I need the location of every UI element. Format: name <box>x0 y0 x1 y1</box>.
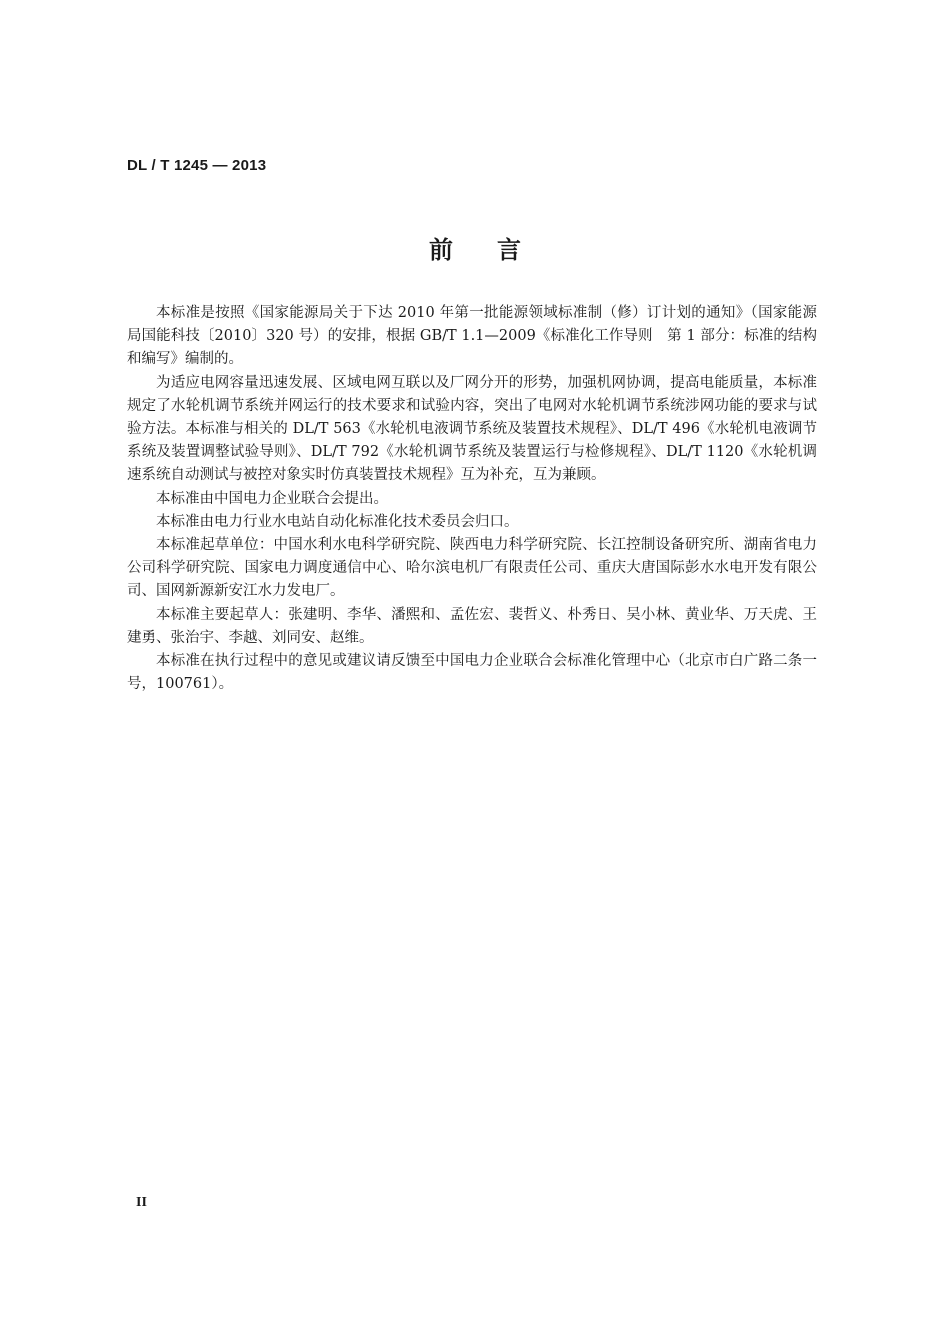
page-number: II <box>136 1195 147 1210</box>
paragraph-scope: 为适应电网容量迅速发展、区域电网互联以及厂网分开的形势，加强机网协调，提高电能质量，本标准规定了水轮机调节系统并网运行的技术要求和试验内容，突出了电网对水轮机调节系统涉网功能的要求与试验方法。本标准与相关的 DL/T 563《水轮机电液调节系统及装置技术规程》、DL/T 496《水轮机电液调节系统及装置调整试验导则》、DL/T 792《水轮机调节系统及装置运行与检修规程》、DL/T 1120《水轮机调速系统自动测试与被控对象实时仿真装置技术规程》互为补充，互为兼顾。 <box>127 374 817 484</box>
paragraph-committee: 本标准由电力行业水电站自动化标准化技术委员会归口。 <box>156 513 519 530</box>
paragraph-drafting-units: 本标准起草单位：中国水利水电科学研究院、陕西电力科学研究院、长江控制设备研究所、湖南省电力公司科学研究院、国家电力调度通信中心、哈尔滨电机厂有限责任公司、重庆大唐国际彭水水电开发有限公司、国网新源新安江水力发电厂。 <box>127 537 817 600</box>
page-title: 前言 <box>429 236 565 264</box>
paragraph-drafters: 本标准主要起草人：张建明、李华、潘熙和、孟佐宏、裴哲义、朴秀日、吴小林、黄业华、万天虎、王建勇、张治宇、李越、刘同安、赵维。 <box>127 606 817 646</box>
document-code: DL / T 1245 — 2013 <box>127 157 267 174</box>
paragraph-basis: 本标准是按照《国家能源局关于下达 2010 年第一批能源领域标准制（修）订计划的通知》（国家能源局国能科技〔2010〕320 号）的安排，根据 GB/T 1.1—2009《标准化工作导则 第 1 部分：标准的结构和编写》编制的。 <box>127 305 817 368</box>
paragraph-proposer: 本标准由中国电力企业联合会提出。 <box>156 490 388 507</box>
preface-body <box>127 302 817 696</box>
paragraph-feedback: 本标准在执行过程中的意见或建议请反馈至中国电力企业联合会标准化管理中心（北京市白广路二条一号，100761）。 <box>127 653 817 693</box>
